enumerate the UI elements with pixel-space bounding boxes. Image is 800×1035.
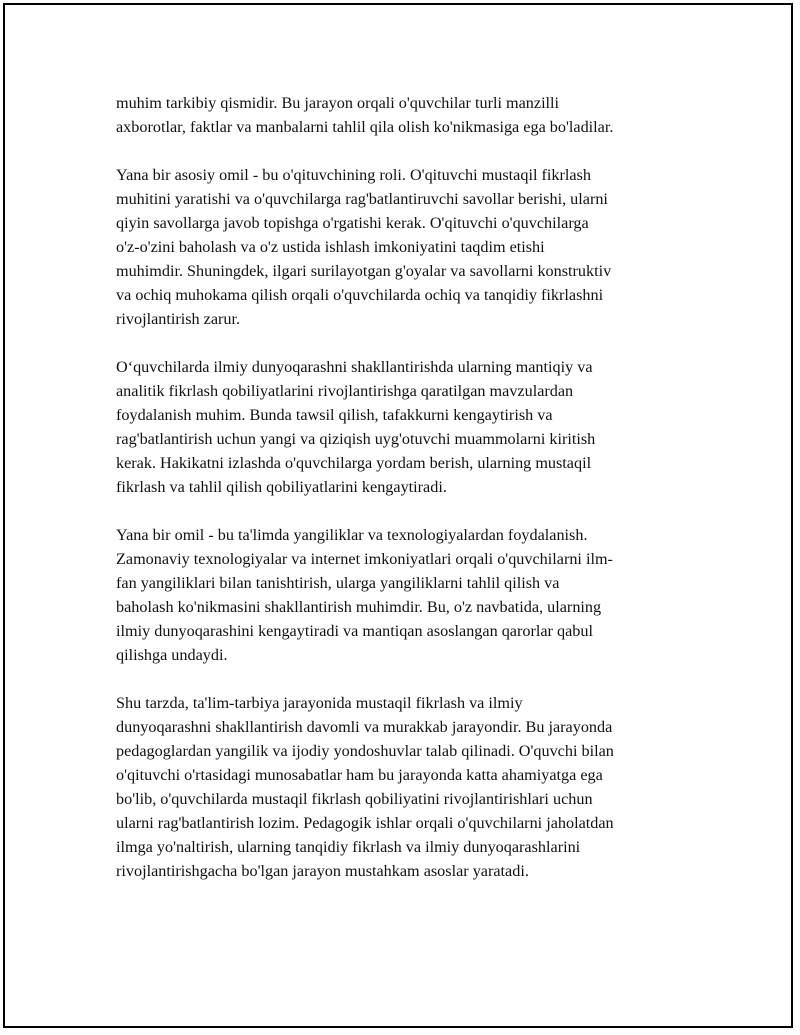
text-line: rag'batlantirish uchun yangi va qiziqish uyg'otuvchi muammolarni kiritish: [116, 430, 596, 448]
text-line: muhimdir. Shuningdek, ilgari surilayotgan g'oyalar va savollarni konstruktiv: [116, 262, 612, 280]
text-line: qilishga undaydi.: [116, 646, 228, 664]
paragraph-4: [116, 523, 700, 667]
text-line: kerak. Hakikatni izlashda o'quvchilarga yordam berish, ularning mustaqil: [116, 454, 592, 472]
document-body: [116, 91, 700, 907]
text-line: foydalanish muhim. Bunda tawsil qilish, tafakkurni kengaytirish va: [116, 406, 553, 424]
text-line: Yana bir asosiy omil - bu o'qituvchining roli. O'qituvchi mustaqil fikrlash: [116, 166, 591, 184]
text-line: analitik fikrlash qobiliyatlarini rivojlantirishga qaratilgan mavzulardan: [116, 382, 574, 400]
text-line: rivojlantirishgacha bo'lgan jarayon mustahkam asoslar yaratadi.: [116, 862, 529, 880]
text-line: baholash ko'nikmasini shakllantirish muhimdir. Bu, o'z navbatida, ularning: [116, 598, 602, 616]
text-line: ilmga yo'naltirish, ularning tanqidiy fikrlash va ilmiy dunyoqarashlarini: [116, 838, 581, 856]
paragraph-2: [116, 163, 700, 331]
text-line: va ochiq muhokama qilish orqali o'quvchilarda ochiq va tanqidiy fikrlashni: [116, 286, 604, 304]
text-line: ularni rag'batlantirish lozim. Pedagogik ishlar orqali o'quvchilarni jaholatdan: [116, 814, 614, 832]
text-line: O‘quvchilarda ilmiy dunyoqarashni shakllantirishda ularning mantiqiy va: [116, 358, 593, 376]
text-line: fikrlash va tahlil qilish qobiliyatlarini kengaytiradi.: [116, 478, 447, 496]
text-line: fan yangiliklari bilan tanishtirish, ularga yangiliklarni tahlil qilish va: [116, 574, 560, 592]
text-line: Zamonaviy texnologiyalar va internet imkoniyatlari orqali o'quvchilarni ilm-: [116, 550, 613, 568]
text-line: axborotlar, faktlar va manbalarni tahlil qila olish ko'nikmasiga ega bo'ladilar.: [116, 118, 614, 136]
paragraph-5: [116, 691, 700, 883]
text-line: dunyoqarashni shakllantirish davomli va murakkab jarayondir. Bu jarayonda: [116, 718, 613, 736]
text-line: pedagoglardan yangilik va ijodiy yondoshuvlar talab qilinadi. O'quvchi bilan: [116, 742, 614, 760]
text-line: muhim tarkibiy qismidir. Bu jarayon orqali o'quvchilar turli manzilli: [116, 94, 560, 112]
text-line: rivojlantirish zarur.: [116, 310, 241, 328]
text-line: muhitini yaratishi va o'quvchilarga rag'batlantiruvchi savollar berishi, ularni: [116, 190, 608, 208]
text-line: o'z-o'zini baholash va o'z ustida ishlash imkoniyatini taqdim etishi: [116, 238, 545, 256]
text-line: qiyin savollarga javob topishga o'rgatishi kerak. O'qituvchi o'quvchilarga: [116, 214, 589, 232]
paragraph-3: [116, 355, 700, 499]
text-line: Yana bir omil - bu ta'limda yangiliklar va texnologiyalardan foydalanish.: [116, 526, 588, 544]
text-line: o'qituvchi o'rtasidagi munosabatlar ham bu jarayonda katta ahamiyatga ega: [116, 766, 603, 784]
text-line: ilmiy dunyoqarashini kengaytiradi va mantiqan asoslangan qarorlar qabul: [116, 622, 593, 640]
paragraph-1: [116, 91, 700, 139]
text-line: Shu tarzda, ta'lim-tarbiya jarayonida mustaqil fikrlash va ilmiy: [116, 694, 523, 712]
text-line: bo'lib, o'quvchilarda mustaqil fikrlash qobiliyatini rivojlantirishlari uchun: [116, 790, 593, 808]
